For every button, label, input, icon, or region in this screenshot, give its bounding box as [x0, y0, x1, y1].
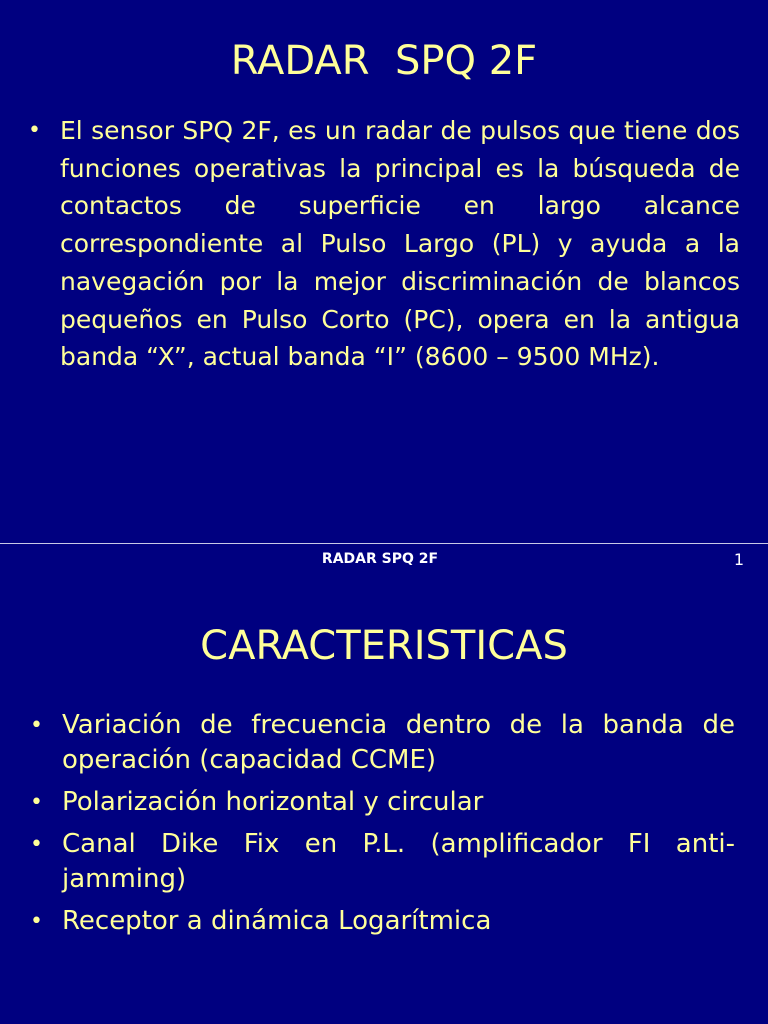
bullet-icon: • [30, 909, 43, 934]
slide-2-bullet [30, 785, 735, 820]
bullet-text: Variación de frecuencia dentro de la banda de operación (capacidad CCME) [62, 710, 735, 775]
slide-2-title: CARACTERISTICAS [200, 623, 568, 669]
slide-2 [0, 543, 768, 1024]
slide-1-title: RADAR SPQ 2F [230, 38, 538, 84]
bullet-icon: • [28, 118, 41, 143]
page-number: 1 [733, 550, 744, 569]
bullet-text: Polarización horizontal y circular [62, 787, 484, 817]
bullet-text: Canal Dike Fix en P.L. (amplificador FI anti-jamming) [62, 829, 735, 894]
bullet-text: El sensor SPQ 2F, es un radar de pulsos que tiene dos funciones operativas la principal es la búsqueda de contactos de superficie en largo alcance correspondiente al Pulso Largo (PL) y ayuda a la navegación por la mejor discriminación de blancos pequeños en Pulso Corto (PC), opera en la antigua banda “X”, actual banda “I” (8600 – 9500 MHz). [60, 116, 740, 372]
slide-2-bullet [30, 827, 735, 897]
bullet-icon: • [30, 790, 43, 815]
bullet-icon: • [30, 832, 43, 857]
bullet-icon: • [30, 713, 43, 738]
slide-2-bullet [30, 904, 735, 939]
slide-1-bullet [28, 112, 740, 376]
bullet-text: Receptor a dinámica Logarítmica [62, 906, 492, 936]
slide-2-bullet-list [30, 708, 735, 946]
slide-footer: RADAR SPQ 2F [321, 551, 439, 567]
slide-1-bullet-list [28, 112, 740, 376]
slide-2-bullet [30, 708, 735, 778]
slide-divider [0, 543, 768, 544]
